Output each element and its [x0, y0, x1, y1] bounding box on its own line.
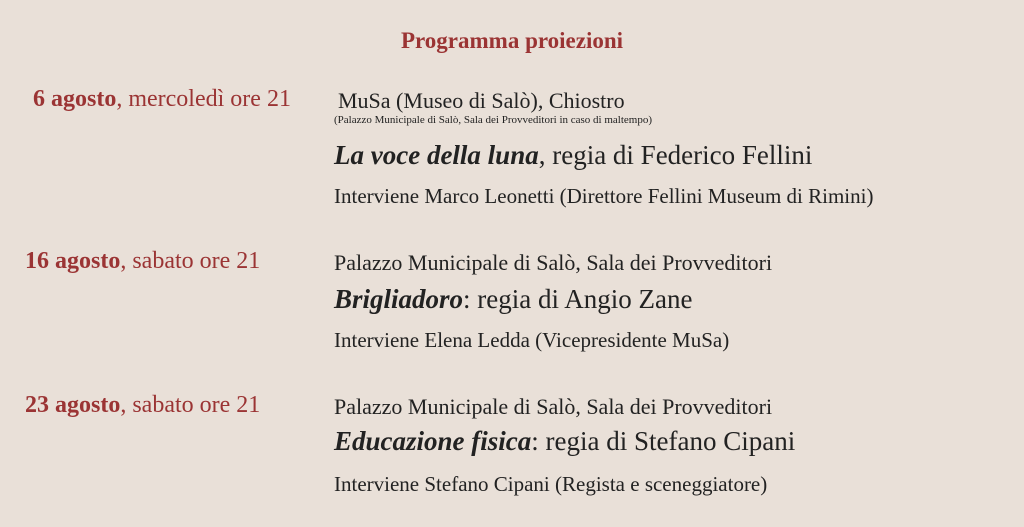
- event-date-day: 6 agosto: [33, 86, 117, 112]
- film-title: Brigliadoro: [334, 284, 464, 314]
- event-venue: MuSa (Museo di Salò), Chiostro: [338, 88, 625, 113]
- event-date: [33, 86, 291, 113]
- film-director: : regia di Angio Zane: [463, 284, 693, 314]
- event-speaker: Interviene Marco Leonetti (Direttore Fellini Museum di Rimini): [334, 184, 874, 208]
- program-title-text: Programma proiezioni: [400, 28, 624, 53]
- program-title: [0, 28, 1024, 54]
- event-venue-note: (Palazzo Municipale di Salò, Sala dei Provveditori in caso di maltempo): [334, 114, 653, 126]
- event-venue: Palazzo Municipale di Salò, Sala dei Provveditori: [334, 250, 773, 275]
- event-film: [334, 140, 812, 171]
- event-venue: Palazzo Municipale di Salò, Sala dei Provveditori: [334, 394, 773, 419]
- event-date-day: 16 agosto: [25, 248, 121, 274]
- event-date: [25, 248, 260, 275]
- event-date-time: , sabato ore 21: [120, 392, 261, 418]
- film-director: : regia di Stefano Cipani: [531, 426, 796, 456]
- event-film: [334, 426, 795, 457]
- event-date-time: , sabato ore 21: [120, 248, 261, 274]
- event-speaker: Interviene Stefano Cipani (Regista e sceneggiatore): [334, 472, 768, 496]
- event-date-day: 23 agosto: [25, 392, 121, 418]
- event-date: [25, 392, 260, 419]
- event-film: [334, 284, 692, 315]
- event-date-time: , mercoledì ore 21: [116, 86, 291, 112]
- event-speaker: Interviene Elena Ledda (Vicepresidente MuSa): [334, 328, 730, 352]
- film-title: La voce della luna: [334, 140, 539, 170]
- film-title: Educazione fisica: [334, 426, 532, 456]
- film-director: , regia di Federico Fellini: [538, 140, 813, 170]
